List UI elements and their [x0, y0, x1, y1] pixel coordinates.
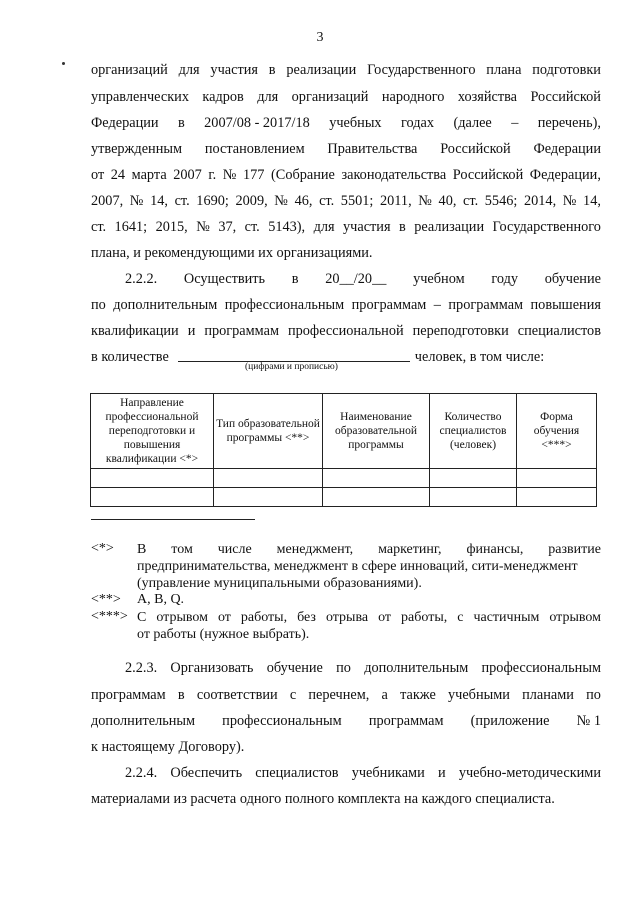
word: профессиональным — [481, 660, 601, 676]
intro-line-7 — [91, 219, 601, 236]
footnote-1-line-1 — [137, 541, 601, 558]
word: организаций — [91, 62, 168, 78]
training-table — [90, 393, 597, 507]
footnote-separator — [91, 519, 255, 520]
word: г. — [208, 167, 217, 183]
word: менеджмент, — [276, 542, 354, 557]
word: учебных — [329, 115, 382, 131]
footnote-1-line-3 — [137, 575, 601, 592]
word: 14, — [150, 193, 168, 209]
word: Российской — [452, 167, 524, 183]
word: числе — [217, 542, 252, 557]
word: с — [289, 687, 297, 703]
word: обучение — [266, 660, 323, 676]
word: – — [511, 115, 519, 131]
word: по — [91, 297, 106, 313]
word: по — [336, 660, 351, 676]
word: (далее — [453, 115, 492, 131]
word: дополнительным — [113, 297, 218, 313]
p224-line-2 — [91, 791, 601, 808]
word: году — [491, 271, 519, 287]
word: марта — [131, 167, 167, 183]
p223-line-4 — [91, 739, 601, 756]
word: 2014, — [523, 193, 557, 209]
intro-line-1 — [91, 62, 601, 79]
word: хозяйства — [457, 89, 518, 105]
intro-line-8-text: плана, и рекомендующими их организациями. — [91, 245, 373, 261]
intro-line-5 — [91, 167, 601, 184]
word: отрывом — [549, 610, 601, 625]
word: маркетинг, — [378, 542, 442, 557]
word: квалификации — [91, 323, 179, 339]
word: – — [433, 297, 441, 313]
word: реализации — [286, 62, 357, 78]
word: 2.2.2. — [125, 271, 158, 287]
word: 20__/20__ — [325, 271, 387, 287]
word: № — [222, 167, 237, 183]
table-row — [91, 469, 597, 488]
word: развитие — [548, 542, 601, 557]
word: программам — [448, 297, 524, 313]
word: Осуществить — [183, 271, 265, 287]
footnote-1-mark: <*> — [91, 541, 114, 556]
p222-line-1 — [125, 271, 601, 288]
word: (Собрание — [271, 167, 335, 183]
word: 2.2.4. — [125, 765, 158, 781]
word: Государственного — [492, 219, 601, 235]
word: и — [437, 765, 446, 781]
word: без — [297, 610, 316, 625]
word: работы, — [240, 610, 288, 625]
p224-line-1 — [125, 765, 601, 782]
footnote-3 — [137, 609, 601, 643]
word: 1641; — [114, 219, 148, 235]
table-cell[interactable] — [430, 469, 517, 488]
table-cell[interactable] — [517, 488, 597, 507]
word: Российской — [440, 141, 511, 157]
footnote-3-line-2 — [137, 626, 601, 643]
word: также — [400, 687, 436, 703]
quantity-caption: (цифрами и прописью) — [245, 362, 338, 372]
word: 37, — [218, 219, 237, 235]
word: с — [457, 610, 464, 625]
p222-line-3 — [91, 323, 601, 340]
word: С — [137, 610, 147, 625]
word: № 1 — [576, 713, 601, 729]
intro-line-3 — [91, 115, 601, 132]
word: Организовать — [170, 660, 254, 676]
footnote-1-line-2-text: предпринимательства, менеджмент в сфере инноваций, сити-менеджмент — [137, 559, 578, 574]
footnote-2-text: A, B, Q. — [137, 592, 185, 607]
quantity-blank[interactable] — [178, 349, 410, 362]
table-cell[interactable] — [323, 469, 430, 488]
word: 46, — [294, 193, 313, 209]
word: 2007 — [173, 167, 202, 183]
word: Федерации — [533, 141, 601, 157]
word: от — [91, 167, 105, 183]
word: 2015, — [155, 219, 188, 235]
word: 5501; — [340, 193, 374, 209]
footnote-2-mark: <**> — [91, 592, 121, 607]
word: перечень), — [537, 115, 601, 131]
table-cell[interactable] — [91, 488, 214, 507]
word: законодательства — [341, 167, 447, 183]
word: в — [177, 687, 185, 703]
table-cell[interactable] — [430, 488, 517, 507]
word: утвержденным — [91, 141, 183, 157]
p224-line-2-text: материалами из расчета одного полного комплекта на каждого специалиста. — [91, 791, 555, 807]
word: программам — [91, 687, 166, 703]
word: планами — [522, 687, 574, 703]
word: в — [291, 271, 299, 287]
word: программам — [368, 713, 444, 729]
table-cell[interactable] — [517, 469, 597, 488]
word: подготовки — [532, 62, 601, 78]
word: отрыва — [325, 610, 369, 625]
word: финансы, — [466, 542, 524, 557]
word: в — [399, 219, 406, 235]
p223-line-3 — [91, 713, 601, 730]
word: 14, — [583, 193, 601, 209]
word: повышения — [530, 297, 601, 313]
intro-line-2 — [91, 89, 601, 106]
footnote-3-line-2-text: от работы (нужное выбрать). — [137, 627, 310, 642]
word: 2009, — [235, 193, 268, 209]
word: 5546; — [484, 193, 518, 209]
word: специалистов — [517, 323, 601, 339]
page-number: 3 — [316, 30, 324, 45]
word: 2007, — [91, 193, 124, 209]
col-count: Количество специалистов (человек) — [430, 394, 517, 469]
word: в — [268, 62, 276, 78]
footnote-1-line-3-text: (управление муниципальными образованиями). — [137, 576, 422, 591]
p222-quantity-suffix: человек, в том числе: — [414, 349, 545, 365]
word: в — [177, 115, 185, 131]
word: ст. — [174, 193, 190, 209]
word: Российской — [530, 89, 601, 105]
p222-line-4 — [91, 349, 601, 366]
p223-line-2 — [91, 687, 601, 704]
word: учебными — [448, 687, 510, 703]
word: от — [378, 610, 392, 625]
intro-line-4 — [91, 141, 601, 158]
table-cell[interactable] — [214, 488, 323, 507]
p223-line-1 — [125, 660, 601, 677]
word: профессиональным — [224, 297, 345, 313]
col-direction: Направление профессиональной переподготовки и повышения квалификации <*> — [91, 394, 214, 469]
word: постановлением — [204, 141, 305, 157]
col-program-name: Наименование образовательной программы — [323, 394, 430, 469]
footnote-3-line-1 — [137, 609, 601, 626]
word: 2011, — [380, 193, 412, 209]
word: народного — [381, 89, 445, 105]
word: (приложение — [470, 713, 550, 729]
word: а — [381, 687, 388, 703]
word: ст. — [91, 219, 107, 235]
footnote-3-mark: <***> — [91, 609, 128, 624]
word: 24 — [110, 167, 126, 183]
word: № — [562, 193, 577, 209]
word: Федерации, — [529, 167, 601, 183]
word: частичным — [473, 610, 540, 625]
word: № — [274, 193, 288, 209]
word: кадров — [202, 89, 244, 105]
word: № — [418, 193, 432, 209]
word: том — [171, 542, 193, 557]
word: Правительства — [327, 141, 418, 157]
word: программам — [204, 323, 280, 339]
word: плана — [486, 62, 522, 78]
word: организаций — [291, 89, 369, 105]
table-cell[interactable] — [323, 488, 430, 507]
word: обучение — [544, 271, 601, 287]
word: 2007/08 - 2017/18 — [204, 115, 310, 131]
word: Государственного — [367, 62, 476, 78]
word: учебниками — [351, 765, 425, 781]
word: программам — [351, 297, 427, 313]
word: дополнительным — [91, 713, 196, 729]
table-row — [91, 488, 597, 507]
word: работы, — [401, 610, 448, 625]
p223-line-4-text: к настоящему Договору). — [91, 739, 245, 755]
p222-quantity-label: в количестве — [91, 349, 169, 365]
word: В — [137, 542, 147, 557]
word: реализации — [414, 219, 485, 235]
footnote-1 — [137, 541, 601, 592]
p222-line-2 — [91, 297, 601, 314]
word: для — [257, 89, 279, 105]
col-program-type: Тип образовательной программы <**> — [214, 394, 323, 469]
word: учебном — [413, 271, 465, 287]
word: переподготовки — [412, 323, 509, 339]
col-form: Форма обучения <***> — [517, 394, 597, 469]
word: Федерации — [91, 115, 159, 131]
footnote-1-line-2 — [137, 558, 601, 575]
word: участия — [210, 62, 258, 78]
word: отрывом — [156, 610, 208, 625]
word: профессиональной — [287, 323, 404, 339]
word: управленческих — [91, 89, 189, 105]
word: 177 — [243, 167, 265, 183]
word: 5143), — [268, 219, 306, 235]
intro-line-6 — [91, 193, 601, 210]
word: ст. — [463, 193, 479, 209]
word: от — [217, 610, 231, 625]
table-cell[interactable] — [214, 469, 323, 488]
word: профессиональным — [222, 713, 342, 729]
word: соответствии — [196, 687, 278, 703]
word: 1690; — [196, 193, 229, 209]
word: № — [196, 219, 210, 235]
table-cell[interactable] — [91, 469, 214, 488]
word: № — [129, 193, 144, 209]
word: перечнем, — [308, 687, 370, 703]
word: дополнительным — [364, 660, 469, 676]
intro-line-8 — [91, 245, 601, 262]
word: 40, — [438, 193, 457, 209]
word: для — [178, 62, 200, 78]
word: для — [313, 219, 335, 235]
word: участия — [343, 219, 391, 235]
word: годах — [401, 115, 435, 131]
word: ст. — [319, 193, 335, 209]
word: 2.2.3. — [125, 660, 158, 676]
word: по — [586, 687, 601, 703]
word: ст. — [244, 219, 260, 235]
word: и — [187, 323, 196, 339]
word: специалистов — [255, 765, 339, 781]
word: учебно-методическими — [458, 765, 601, 781]
scan-dot — [62, 62, 65, 65]
word: Обеспечить — [170, 765, 243, 781]
